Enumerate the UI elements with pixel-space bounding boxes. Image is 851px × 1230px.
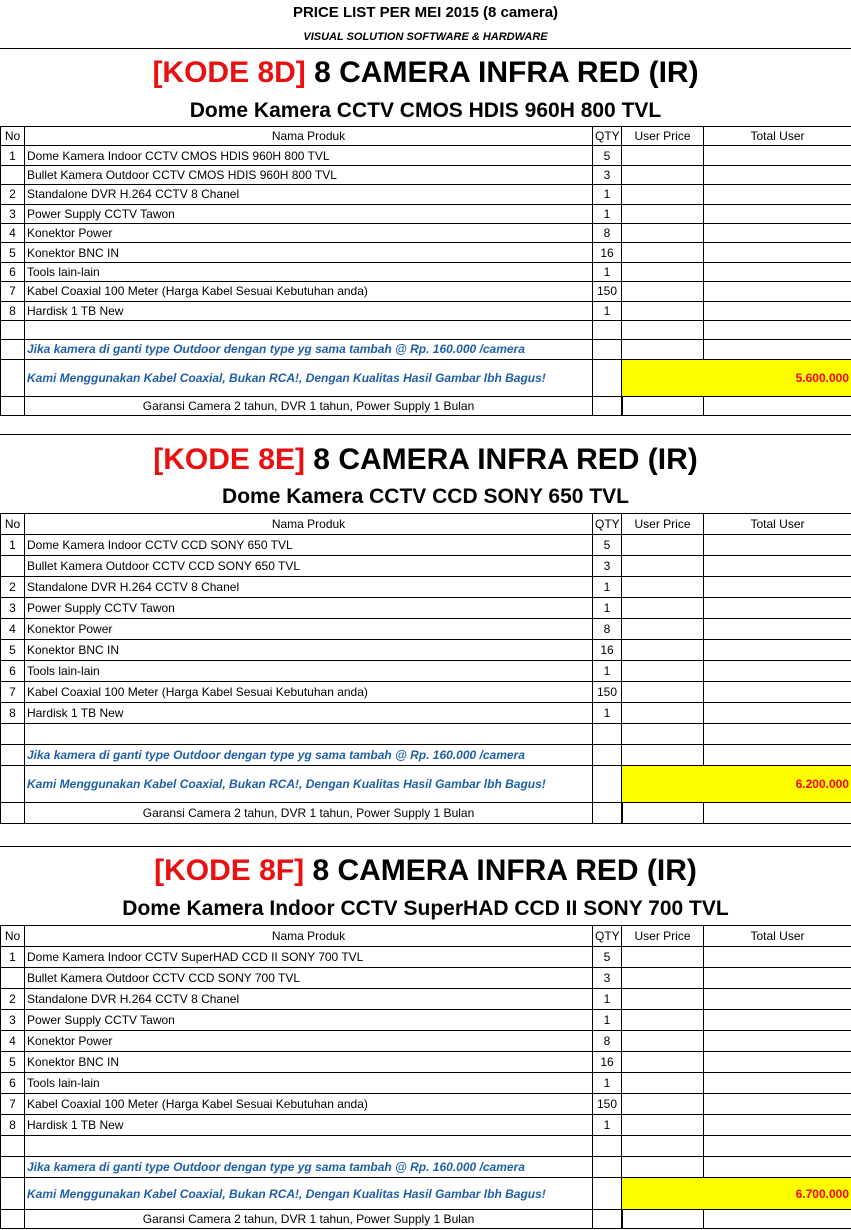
- coaxial-note: Kami Menggunakan Kabel Coaxial, Bukan RCA!, Dengan Kualitas Hasil Gambar lbh Bagus!: [25, 766, 593, 803]
- item-user-price: [622, 619, 704, 640]
- item-name: Power Supply CCTV Tawon: [25, 204, 593, 223]
- note-row: [1, 1157, 851, 1178]
- price-row: [1, 359, 851, 396]
- item-total-user: [704, 1073, 851, 1094]
- item-total-user: [704, 968, 851, 989]
- item-name: Konektor BNC IN: [25, 243, 593, 262]
- item-no: [1, 968, 25, 989]
- item-no: 5: [1, 1052, 25, 1073]
- item-name: Standalone DVR H.264 CCTV 8 Chanel: [25, 185, 593, 204]
- table-row: [1, 661, 851, 682]
- item-user-price: [622, 1052, 704, 1073]
- item-qty: 150: [593, 682, 622, 703]
- package-title: [0, 442, 851, 478]
- item-qty: 1: [593, 1073, 622, 1094]
- item-name: Hardisk 1 TB New: [25, 703, 593, 724]
- col-nama: Nama Produk: [25, 127, 593, 146]
- section-divider: [0, 48, 851, 49]
- item-no: 6: [1, 262, 25, 281]
- item-no: 1: [1, 535, 25, 556]
- item-user-price: [622, 1010, 704, 1031]
- item-qty: 1: [593, 204, 622, 223]
- item-total-user: [704, 1094, 851, 1115]
- item-no: 2: [1, 989, 25, 1010]
- item-no: 7: [1, 282, 25, 301]
- item-user-price: [622, 661, 704, 682]
- outdoor-note: Jika kamera di ganti type Outdoor dengan type yg sama tambah @ Rp. 160.000 /camera: [25, 340, 593, 359]
- item-no: 1: [1, 947, 25, 968]
- item-qty: 8: [593, 223, 622, 242]
- item-qty: 5: [593, 535, 622, 556]
- item-total-user: [704, 243, 851, 262]
- item-qty: 1: [593, 598, 622, 619]
- page-title: PRICE LIST PER MEI 2015 (8 camera): [292, 4, 559, 21]
- col-no: No: [1, 926, 25, 947]
- item-user-price: [622, 1031, 704, 1052]
- item-user-price: [622, 243, 704, 262]
- col-total-user: Total User: [704, 926, 851, 947]
- item-user-price: [622, 282, 704, 301]
- item-qty: 1: [593, 262, 622, 281]
- table-row: [1, 577, 851, 598]
- item-name: Hardisk 1 TB New: [25, 301, 593, 320]
- item-name: Konektor BNC IN: [25, 640, 593, 661]
- table-row: [1, 703, 851, 724]
- item-name: Kabel Coaxial 100 Meter (Harga Kabel Sesuai Kebutuhan anda): [25, 1094, 593, 1115]
- total-price: 5.600.000: [622, 359, 851, 396]
- item-qty: 1: [593, 1115, 622, 1136]
- item-no: 2: [1, 185, 25, 204]
- item-total-user: [704, 556, 851, 577]
- col-qty: QTY: [593, 926, 622, 947]
- item-total-user: [704, 262, 851, 281]
- col-user-price: User Price: [622, 127, 704, 146]
- note-row: [1, 745, 851, 766]
- table-row: [1, 1031, 851, 1052]
- package-title: [0, 55, 851, 91]
- note-row: [1, 340, 851, 359]
- price-table: [0, 126, 851, 416]
- item-qty: 1: [593, 1010, 622, 1031]
- item-total-user: [704, 598, 851, 619]
- item-name: Kabel Coaxial 100 Meter (Harga Kabel Sesuai Kebutuhan anda): [25, 682, 593, 703]
- item-qty: 16: [593, 243, 622, 262]
- item-total-user: [704, 619, 851, 640]
- warranty-text: Garansi Camera 2 tahun, DVR 1 tahun, Power Supply 1 Bulan: [25, 1210, 593, 1229]
- item-no: 3: [1, 1010, 25, 1031]
- table-row: [1, 1073, 851, 1094]
- item-user-price: [622, 968, 704, 989]
- item-no: 1: [1, 146, 25, 165]
- package-code: [KODE 8F]: [154, 854, 305, 887]
- garansi-row: [1, 396, 851, 415]
- item-total-user: [704, 947, 851, 968]
- item-name: Konektor BNC IN: [25, 1052, 593, 1073]
- total-price: 6.200.000: [622, 766, 851, 803]
- item-qty: 3: [593, 968, 622, 989]
- blank-row: [1, 1136, 851, 1157]
- item-no: 6: [1, 1073, 25, 1094]
- item-name: Kabel Coaxial 100 Meter (Harga Kabel Sesuai Kebutuhan anda): [25, 282, 593, 301]
- item-name: Tools lain-lain: [25, 1073, 593, 1094]
- package-code: [KODE 8D]: [152, 56, 306, 89]
- warranty-text: Garansi Camera 2 tahun, DVR 1 tahun, Power Supply 1 Bulan: [25, 803, 593, 824]
- item-no: [1, 556, 25, 577]
- table-row: [1, 619, 851, 640]
- section-divider: [0, 846, 851, 847]
- item-qty: 1: [593, 661, 622, 682]
- item-name: Konektor Power: [25, 223, 593, 242]
- item-no: 8: [1, 1115, 25, 1136]
- table-row: [1, 301, 851, 320]
- item-name: Bullet Kamera Outdoor CCTV CCD SONY 700 TVL: [25, 968, 593, 989]
- garansi-row: [1, 1210, 851, 1229]
- table-row: [1, 682, 851, 703]
- item-user-price: [622, 535, 704, 556]
- item-no: 8: [1, 301, 25, 320]
- item-no: 4: [1, 223, 25, 242]
- item-user-price: [622, 1094, 704, 1115]
- item-qty: 16: [593, 1052, 622, 1073]
- item-name: Tools lain-lain: [25, 661, 593, 682]
- price-row: [1, 1178, 851, 1210]
- table-row: [1, 1094, 851, 1115]
- blank-row: [1, 320, 851, 339]
- package-name: 8 CAMERA INFRA RED (IR): [314, 56, 699, 89]
- table-row: [1, 1052, 851, 1073]
- coaxial-note: Kami Menggunakan Kabel Coaxial, Bukan RCA!, Dengan Kualitas Hasil Gambar lbh Bagus!: [25, 359, 593, 396]
- section-divider: [0, 434, 851, 435]
- item-no: 8: [1, 703, 25, 724]
- item-user-price: [622, 640, 704, 661]
- item-total-user: [704, 1031, 851, 1052]
- item-user-price: [622, 577, 704, 598]
- item-user-price: [622, 682, 704, 703]
- item-qty: 8: [593, 619, 622, 640]
- item-user-price: [622, 598, 704, 619]
- item-no: 5: [1, 640, 25, 661]
- item-no: [1, 165, 25, 184]
- item-name: Konektor Power: [25, 619, 593, 640]
- page-subtitle: VISUAL SOLUTION SOFTWARE & HARDWARE: [303, 31, 548, 43]
- item-total-user: [704, 223, 851, 242]
- item-name: Standalone DVR H.264 CCTV 8 Chanel: [25, 577, 593, 598]
- item-total-user: [704, 1115, 851, 1136]
- item-qty: 150: [593, 1094, 622, 1115]
- blank-row: [1, 724, 851, 745]
- table-row: [1, 968, 851, 989]
- item-qty: 5: [593, 146, 622, 165]
- item-total-user: [704, 535, 851, 556]
- item-user-price: [622, 989, 704, 1010]
- item-name: Power Supply CCTV Tawon: [25, 1010, 593, 1031]
- coaxial-note: Kami Menggunakan Kabel Coaxial, Bukan RCA!, Dengan Kualitas Hasil Gambar lbh Bagus!: [25, 1178, 593, 1210]
- item-no: 2: [1, 577, 25, 598]
- table-row: [1, 262, 851, 281]
- item-no: 4: [1, 1031, 25, 1052]
- item-no: 7: [1, 682, 25, 703]
- item-name: Power Supply CCTV Tawon: [25, 598, 593, 619]
- col-no: No: [1, 514, 25, 535]
- item-total-user: [704, 146, 851, 165]
- item-name: Dome Kamera Indoor CCTV CCD SONY 650 TVL: [25, 535, 593, 556]
- item-total-user: [704, 185, 851, 204]
- col-qty: QTY: [593, 127, 622, 146]
- item-name: Dome Kamera Indoor CCTV CMOS HDIS 960H 800 TVL: [25, 146, 593, 165]
- table-row: [1, 947, 851, 968]
- outdoor-note: Jika kamera di ganti type Outdoor dengan type yg sama tambah @ Rp. 160.000 /camera: [25, 745, 593, 766]
- col-total-user: Total User: [704, 127, 851, 146]
- warranty-text: Garansi Camera 2 tahun, DVR 1 tahun, Power Supply 1 Bulan: [25, 396, 593, 415]
- table-row: [1, 282, 851, 301]
- item-name: Bullet Kamera Outdoor CCTV CMOS HDIS 960H 800 TVL: [25, 165, 593, 184]
- item-no: 7: [1, 1094, 25, 1115]
- col-user-price: User Price: [622, 514, 704, 535]
- table-row: [1, 1115, 851, 1136]
- item-user-price: [622, 223, 704, 242]
- table-header-row: [1, 926, 851, 947]
- col-user-price: User Price: [622, 926, 704, 947]
- item-qty: 1: [593, 703, 622, 724]
- item-total-user: [704, 282, 851, 301]
- table-row: [1, 146, 851, 165]
- col-total-user: Total User: [704, 514, 851, 535]
- package-name: 8 CAMERA INFRA RED (IR): [312, 854, 697, 887]
- item-total-user: [704, 703, 851, 724]
- item-user-price: [622, 185, 704, 204]
- item-total-user: [704, 640, 851, 661]
- table-row: [1, 598, 851, 619]
- item-qty: 16: [593, 640, 622, 661]
- item-name: Bullet Kamera Outdoor CCTV CCD SONY 650 TVL: [25, 556, 593, 577]
- item-qty: 1: [593, 577, 622, 598]
- item-total-user: [704, 989, 851, 1010]
- table-row: [1, 1010, 851, 1031]
- item-qty: 1: [593, 989, 622, 1010]
- item-no: 4: [1, 619, 25, 640]
- item-total-user: [704, 682, 851, 703]
- package-subtitle: Dome Kamera CCTV CMOS HDIS 960H 800 TVL: [189, 99, 662, 122]
- item-qty: 3: [593, 165, 622, 184]
- garansi-row: [1, 803, 851, 824]
- col-no: No: [1, 127, 25, 146]
- table-row: [1, 535, 851, 556]
- item-no: 3: [1, 204, 25, 223]
- item-user-price: [622, 165, 704, 184]
- table-row: [1, 165, 851, 184]
- outdoor-note: Jika kamera di ganti type Outdoor dengan type yg sama tambah @ Rp. 160.000 /camera: [25, 1157, 593, 1178]
- package-title: [0, 853, 851, 889]
- item-total-user: [704, 1052, 851, 1073]
- total-price: 6.700.000: [622, 1178, 851, 1210]
- item-total-user: [704, 165, 851, 184]
- price-table: [0, 513, 851, 824]
- item-qty: 5: [593, 947, 622, 968]
- item-user-price: [622, 1115, 704, 1136]
- item-user-price: [622, 1073, 704, 1094]
- item-total-user: [704, 204, 851, 223]
- item-user-price: [622, 301, 704, 320]
- item-user-price: [622, 262, 704, 281]
- item-name: Konektor Power: [25, 1031, 593, 1052]
- item-user-price: [622, 556, 704, 577]
- item-qty: 1: [593, 185, 622, 204]
- item-total-user: [704, 577, 851, 598]
- item-qty: 1: [593, 301, 622, 320]
- table-row: [1, 989, 851, 1010]
- item-total-user: [704, 661, 851, 682]
- item-name: Standalone DVR H.264 CCTV 8 Chanel: [25, 989, 593, 1010]
- item-user-price: [622, 947, 704, 968]
- item-qty: 8: [593, 1031, 622, 1052]
- price-table: [0, 925, 851, 1229]
- item-user-price: [622, 703, 704, 724]
- item-no: 5: [1, 243, 25, 262]
- price-row: [1, 766, 851, 803]
- col-nama: Nama Produk: [25, 514, 593, 535]
- item-total-user: [704, 1010, 851, 1031]
- item-no: 6: [1, 661, 25, 682]
- table-row: [1, 185, 851, 204]
- item-qty: 150: [593, 282, 622, 301]
- package-subtitle: Dome Kamera Indoor CCTV SuperHAD CCD II SONY 700 TVL: [122, 897, 729, 920]
- item-no: 3: [1, 598, 25, 619]
- col-qty: QTY: [593, 514, 622, 535]
- item-user-price: [622, 146, 704, 165]
- item-qty: 3: [593, 556, 622, 577]
- table-row: [1, 223, 851, 242]
- item-name: Dome Kamera Indoor CCTV SuperHAD CCD II SONY 700 TVL: [25, 947, 593, 968]
- package-subtitle: Dome Kamera CCTV CCD SONY 650 TVL: [222, 485, 629, 508]
- table-row: [1, 556, 851, 577]
- item-name: Hardisk 1 TB New: [25, 1115, 593, 1136]
- table-row: [1, 243, 851, 262]
- col-nama: Nama Produk: [25, 926, 593, 947]
- item-name: Tools lain-lain: [25, 262, 593, 281]
- table-header-row: [1, 514, 851, 535]
- table-row: [1, 640, 851, 661]
- table-row: [1, 204, 851, 223]
- table-header-row: [1, 127, 851, 146]
- item-user-price: [622, 204, 704, 223]
- item-total-user: [704, 301, 851, 320]
- package-code: [KODE 8E]: [153, 443, 305, 476]
- package-name: 8 CAMERA INFRA RED (IR): [313, 443, 698, 476]
